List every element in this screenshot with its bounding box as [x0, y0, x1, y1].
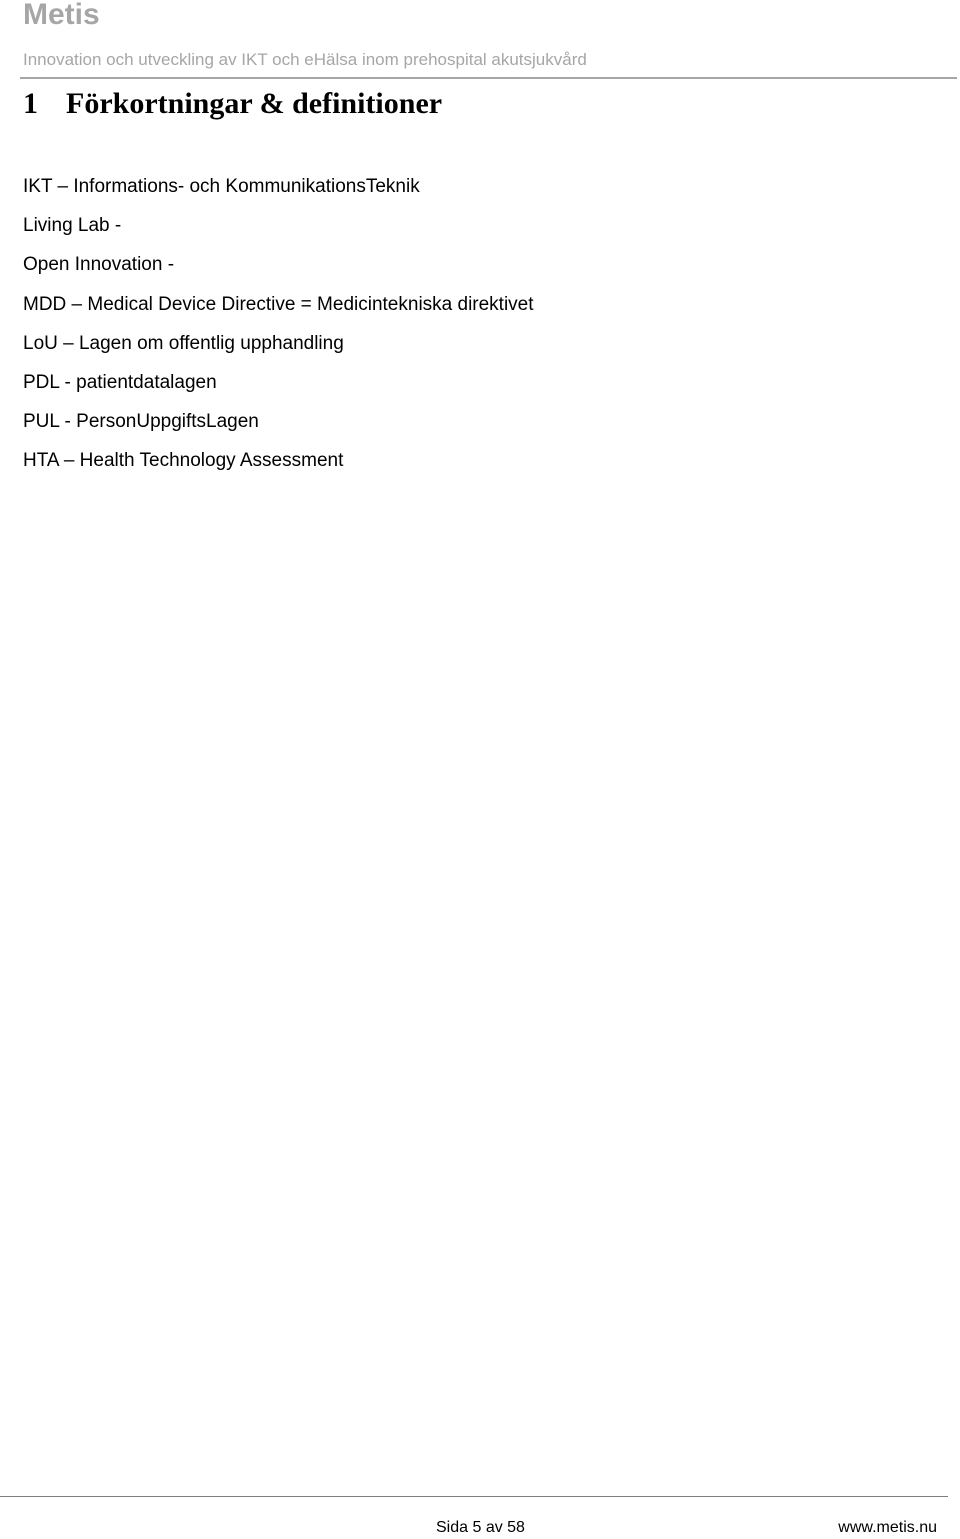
page-number: Sida 5 av 58 — [436, 1519, 525, 1536]
abbreviation-entry-pdl: PDL - patientdatalagen — [23, 371, 217, 393]
footer-website-link[interactable]: www.metis.nu — [838, 1519, 937, 1536]
section-title: Förkortningar & definitioner — [66, 87, 443, 120]
document-header-title: Metis — [23, 0, 100, 31]
header-divider — [20, 77, 957, 79]
section-heading — [23, 84, 442, 124]
abbreviation-entry-mdd: MDD – Medical Device Directive = Medicintekniska direktivet — [23, 293, 534, 315]
abbreviation-entry-hta: HTA – Health Technology Assessment — [23, 450, 344, 472]
section-number: 1 — [23, 87, 38, 120]
abbreviation-entry-pul: PUL - PersonUppgiftsLagen — [23, 411, 259, 433]
abbreviation-entry-living-lab: Living Lab - — [23, 215, 122, 237]
abbreviation-entry-ikt: IKT – Informations- och KommunikationsTeknik — [23, 176, 420, 197]
abbreviation-entry-lou: LoU – Lagen om offentlig upphandling — [23, 332, 344, 354]
footer-divider — [0, 1496, 948, 1497]
abbreviation-list — [23, 173, 534, 487]
abbreviation-entry-open-innovation: Open Innovation - — [23, 254, 175, 276]
document-header-subtitle: Innovation och utveckling av IKT och eHälsa inom prehospital akutsjukvård — [23, 50, 587, 69]
